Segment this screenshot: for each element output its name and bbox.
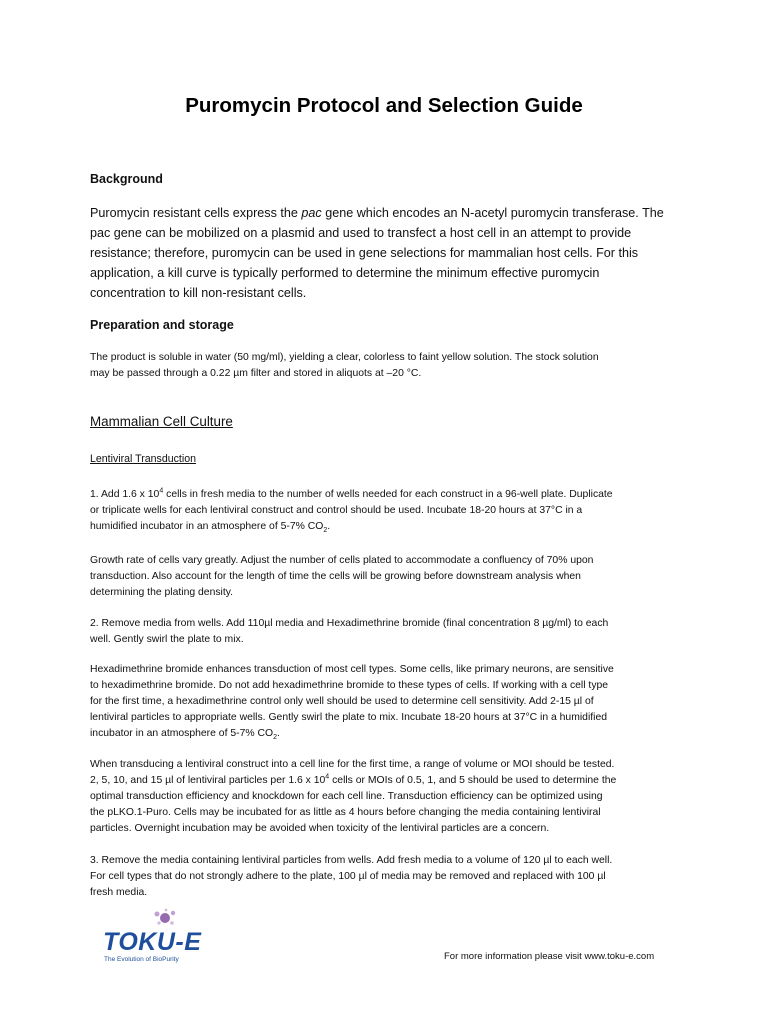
paragraph-line: or triplicate wells for each lentiviral construct and control should be used. Incubate 18-20 hours at 37°C in a	[90, 505, 583, 516]
paragraph-line: well. Gently swirl the plate to mix.	[90, 634, 244, 645]
lentiviral-subheading: Lentiviral Transduction	[90, 453, 196, 465]
paragraph-line: to hexadimethrine bromide. Do not add hexadimethrine bromide to these types of cells. If working with a cell type	[90, 680, 609, 691]
subscript: 2	[323, 527, 328, 535]
paragraph-line: may be passed through a 0.22 µm filter and stored in aliquots at –20 °C.	[90, 368, 422, 379]
paragraph-line	[90, 487, 690, 503]
text-run: cells in fresh media to the number of wells needed for each construct in a 96-well plate. Duplicate	[163, 489, 613, 500]
paragraph-line	[90, 773, 690, 789]
preparation-paragraph	[90, 350, 690, 382]
paragraph-line: The product is soluble in water (50 mg/ml), yielding a clear, colorless to faint yellow solution. The stock solution	[90, 352, 599, 363]
text-run: gene which encodes an N-acetyl puromycin transferase. The	[321, 206, 664, 220]
subscript: 2	[273, 734, 277, 742]
paragraph-line: When transducing a lentiviral construct into a cell line for the first time, a range of volume or MOI should be tested.	[90, 759, 615, 770]
logo-wordmark: TOKU-E	[103, 928, 202, 956]
paragraph-line: lentiviral particles to appropriate wells. Gently swirl the plate to mix. Incubate 18-20 hours at 37°C in a humidified	[90, 712, 608, 723]
paragraph-line: application, a kill curve is typically performed to determine the minimum effective puromycin	[90, 266, 600, 280]
logo-tagline: The Evolution of BioPurity	[104, 956, 179, 963]
background-paragraph	[90, 203, 690, 303]
paragraph-line	[90, 726, 690, 742]
footer-info-text: For more information please visit www.toku-e.com	[444, 951, 655, 962]
superscript: 4	[159, 487, 164, 495]
transducing-paragraph	[90, 757, 690, 837]
paragraph-line: 3. Remove the media containing lentiviral particles from wells. Add fresh media to a volume of 120 µl to each well.	[90, 855, 613, 866]
paragraph-line: resistance; therefore, puromycin can be used in gene selections for mammalian host cells. For this	[90, 246, 639, 260]
background-heading: Background	[90, 172, 163, 186]
step1-paragraph	[90, 487, 690, 535]
text-run: 2, 5, 10, and 15 µl of lentiviral particles per 1.6 x 10	[90, 775, 326, 786]
paragraph-line: determining the plating density.	[90, 587, 234, 598]
mammalian-heading: Mammalian Cell Culture	[90, 414, 233, 429]
paragraph-line: 2. Remove media from wells. Add 110µl media and Hexadimethrine bromide (final concentration 8 µg/ml) to each	[90, 618, 609, 629]
document-title: Puromycin Protocol and Selection Guide	[185, 94, 583, 117]
paragraph-line: pac gene can be mobilized on a plasmid and used to transfect a host cell in an attempt to provide	[90, 226, 632, 240]
text-run: 1. Add 1.6 x 10	[90, 489, 160, 500]
text-run: incubator in an atmosphere of 5-7% CO	[90, 728, 274, 739]
step3-paragraph	[90, 853, 690, 901]
paragraph-line: Growth rate of cells vary greatly. Adjust the number of cells plated to accommodate a confluency of 70% upon	[90, 555, 594, 566]
italic-term: pac	[301, 206, 322, 220]
paragraph-line: For cell types that do not strongly adhere to the plate, 100 µl of media may be removed and replaced with 100 µl	[90, 871, 606, 882]
hexadimethrine-paragraph	[90, 662, 690, 742]
preparation-heading: Preparation and storage	[90, 318, 234, 332]
paragraph-line: transduction. Also account for the length of time the cells will be growing before downstream analysis when	[90, 571, 581, 582]
paragraph-line	[90, 203, 690, 223]
paragraph-line: the pLKO.1-Puro. Cells may be incubated for as little as 4 hours before changing the media containing lentiviral	[90, 807, 601, 818]
text-run: Puromycin resistant cells express the	[90, 206, 302, 220]
paragraph-line: Hexadimethrine bromide enhances transduction of most cell types. Some cells, like primary neurons, are sensitive	[90, 664, 614, 675]
paragraph-line: concentration to kill non-resistant cells.	[90, 286, 307, 300]
text-run: cells or MOIs of 0.5, 1, and 5 should be used to determine the	[329, 775, 617, 786]
paragraph-line	[90, 519, 690, 535]
step2-paragraph	[90, 616, 690, 648]
paragraph-line: for the first time, a hexadimethrine control only well should be used to determine cell sensitivity. Add 2-15 µl of	[90, 696, 594, 707]
toku-e-logo	[100, 908, 220, 966]
superscript: 4	[325, 773, 330, 781]
paragraph-line: fresh media.	[90, 887, 148, 898]
growth-paragraph	[90, 553, 690, 601]
logo-dots-icon	[152, 908, 178, 930]
paragraph-line: particles. Overnight incubation may be avoided when toxicity of the lentiviral particles are a concern.	[90, 823, 550, 834]
text-run: humidified incubator in an atmosphere of 5-7% CO	[90, 521, 324, 532]
paragraph-line: optimal transduction efficiency and knockdown for each cell line. Transduction efficiency can be optimized using	[90, 791, 603, 802]
text-run: .	[277, 728, 280, 739]
text-run: .	[327, 521, 331, 532]
